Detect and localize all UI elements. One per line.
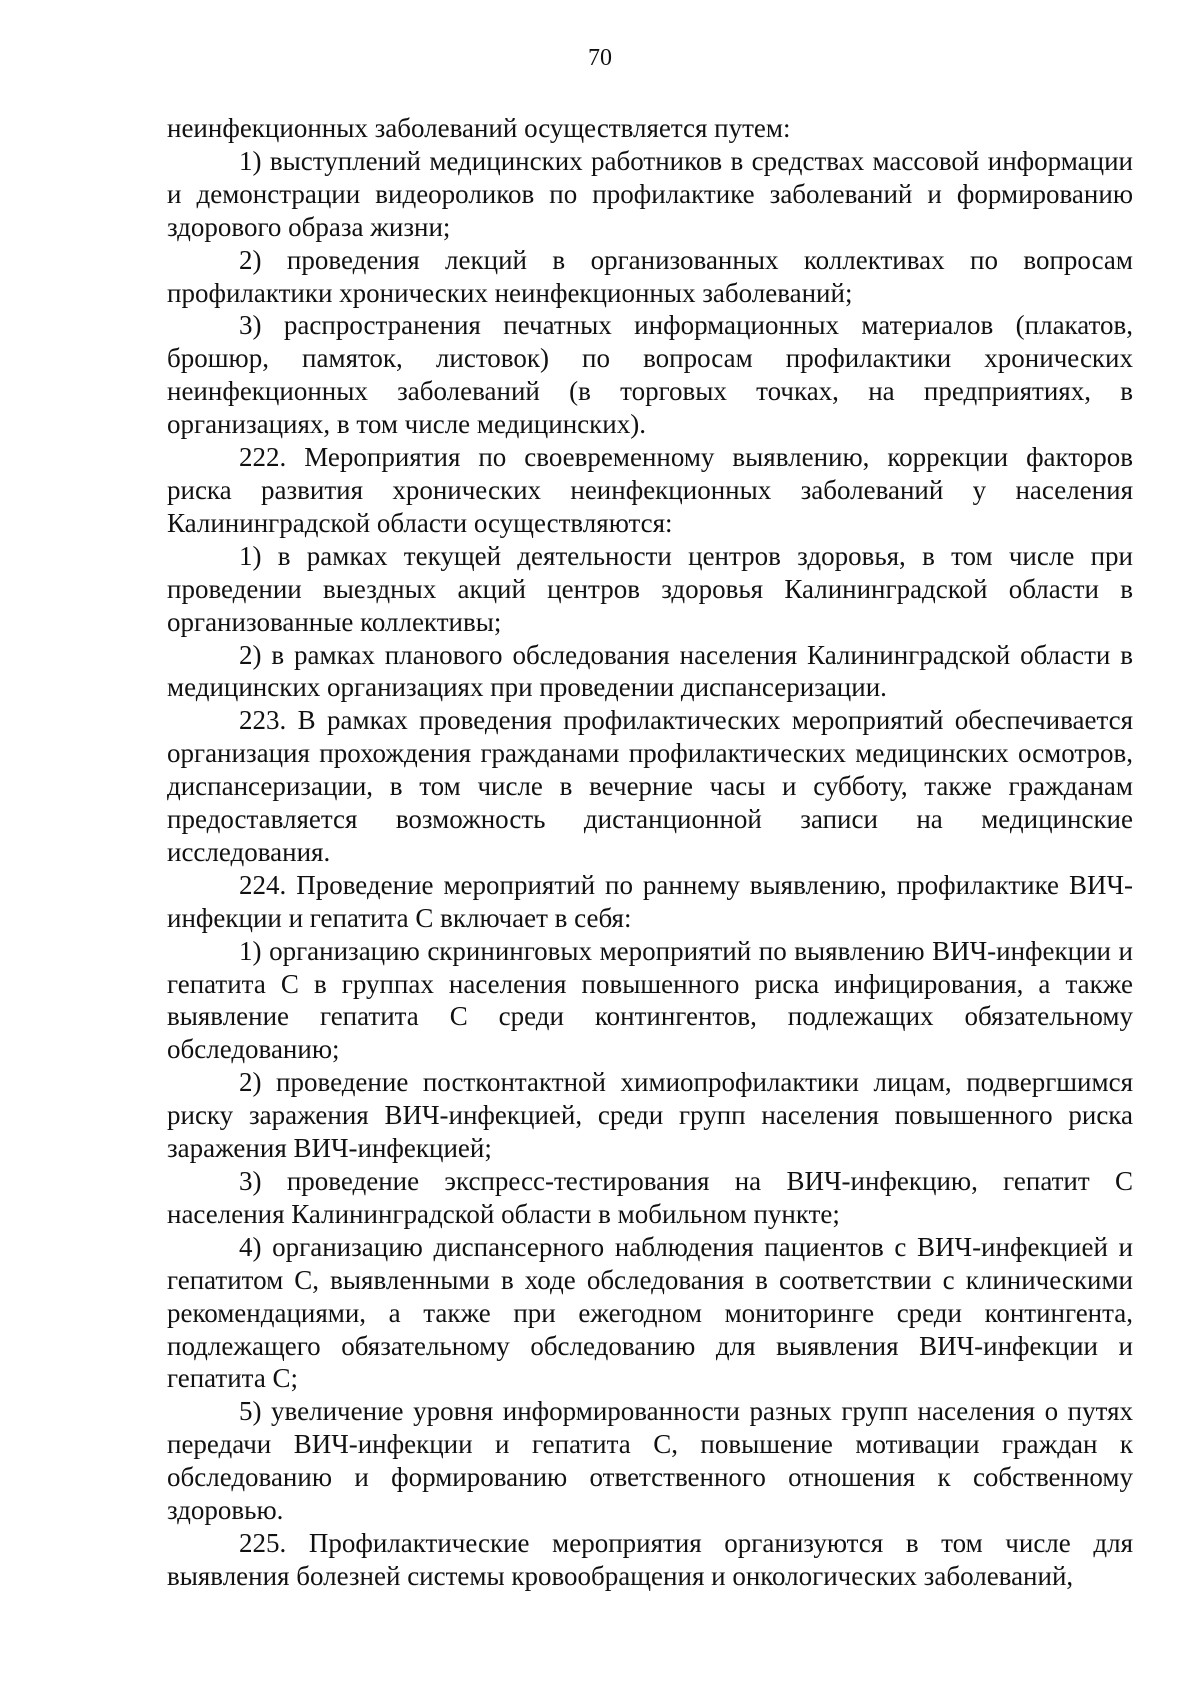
paragraph: неинфекционных заболеваний осуществляется путем:: [167, 113, 791, 143]
paragraph: 3) проведение экспресс-тестирования на ВИЧ-инфекцию, гепатит С населения Калининградской области в мобильном пункте;: [167, 1166, 1133, 1229]
paragraph: 222. Мероприятия по своевременному выявлению, коррекции факторов риска развития хронических неинфекционных заболеваний у населения Калининградской области осуществляются:: [167, 442, 1133, 538]
paragraph: 1) в рамках текущей деятельности центров здоровья, в том числе при проведении выездных акций центров здоровья Калининградской области в организованные коллективы;: [167, 540, 1133, 637]
paragraph: 3) распространения печатных информационных материалов (плакатов, брошюр, памяток, листовок) по вопросам профилактики хронических неинфекционных заболеваний (в торговых точках, на предприятиях, в организациях, в том числе медицинских).: [167, 310, 1133, 440]
page-number: 70: [588, 45, 612, 71]
paragraph: 1) выступлений медицинских работников в средствах массовой информации и демонстрации видеороликов по профилактике заболеваний и формированию здорового образа жизни;: [167, 145, 1133, 242]
paragraph: 5) увеличение уровня информированности разных групп населения о путях передачи ВИЧ-инфекции и гепатита С, повышение мотивации граждан к обследованию и формированию ответственного отношения к собственному здоровью.: [167, 1396, 1133, 1526]
paragraph: 1) организацию скрининговых мероприятий по выявлению ВИЧ-инфекции и гепатита С в группах населения повышенного риска инфицирования, а также выявление гепатита С среди контингентов, подлежащих обязательному обследованию;: [167, 935, 1133, 1065]
paragraph: 2) проведение постконтактной химиопрофилактики лицам, подвергшимся риску заражения ВИЧ-инфекцией, среди групп населения повышенного риска заражения ВИЧ-инфекцией;: [167, 1067, 1133, 1164]
paragraph: 225. Профилактические мероприятия организуются в том числе для выявления болезней системы кровообращения и онкологических заболеваний,: [167, 1527, 1133, 1591]
paragraph: 2) проведения лекций в организованных коллективах по вопросам профилактики хронических неинфекционных заболеваний;: [167, 244, 1133, 308]
paragraph: 224. Проведение мероприятий по раннему выявлению, профилактике ВИЧ-инфекции и гепатита С включает в себя:: [167, 869, 1133, 933]
paragraph: 2) в рамках планового обследования населения Калининградской области в медицинских организациях при проведении диспансеризации.: [167, 639, 1133, 703]
document-body: [167, 112, 1133, 1593]
paragraph: 223. В рамках проведения профилактических мероприятий обеспечивается организация прохождения гражданами профилактических медицинских осмотров, диспансеризации, в том числе в вечерние часы и субботу, также гражданам предоставляется возможность дистанционной записи на медицинские исследования.: [167, 705, 1133, 867]
paragraph: 4) организацию диспансерного наблюдения пациентов с ВИЧ-инфекцией и гепатитом С, выявленными в ходе обследования в соответствии с клиническими рекомендациями, а также при ежегодном мониторинге среди контингента, подлежащего обязательному обследованию для выявления ВИЧ-инфекции и гепатита С;: [167, 1231, 1133, 1394]
